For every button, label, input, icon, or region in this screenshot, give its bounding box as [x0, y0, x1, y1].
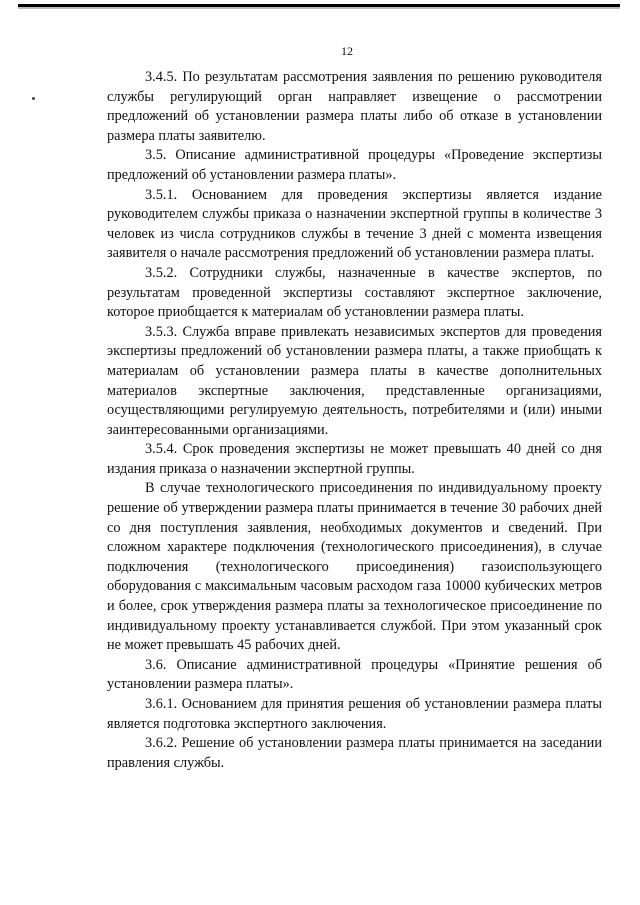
- paragraph-3-5-4: 3.5.4. Срок проведения экспертизы не может превышать 40 дней со дня издания приказа о назначении экспертной группы.: [107, 441, 602, 477]
- paragraph-individual-project: В случае технологического присоединения по индивидуальному проекту решение об утверждении размера платы принимается в течение 30 рабочих дней со дня поступления заявления, необходимых документов и сведений. При сложном характере подключения (технологического присоединения), в случае подключения (технологического присоединения) газоиспользующего оборудования с максимальным часовым расходом газа 10000 кубических метров и более, срок утверждения размера платы за технологическое присоединение по индивидуальному проекту устанавливается службой. При этом указанный срок не может превышать 45 рабочих дней.: [107, 480, 602, 654]
- paragraph-3-6-2: 3.6.2. Решение об установлении размера платы принимается на заседании правления службы.: [107, 735, 602, 771]
- paragraph-3-6-1: 3.6.1. Основанием для принятия решения об установлении размера платы является подготовка экспертного заключения.: [107, 696, 602, 732]
- page-number: 12: [341, 44, 353, 58]
- paragraph-3-5-1: 3.5.1. Основанием для проведения экспертизы является издание руководителем службы приказа о назначении экспертной группы в количестве 3 человек из числа сотрудников службы в течение 3 дней с момента извещения заявителя о начале рассмотрения предложений об установлении размера платы.: [107, 186, 602, 262]
- paragraph-3-6: 3.6. Описание административной процедуры «Принятие решения об установлении размера платы».: [107, 656, 602, 693]
- paragraph-3-5-3: 3.5.3. Служба вправе привлекать независимых экспертов для проведения экспертизы предложений об установлении размера платы, а также приобщать к материалам об установлении размера платы в качестве дополнительных материалов экспертные заключения, представленные организациями, осуществляющими регулируемую деятельность, потребителями и (или) иными заинтересованными организациями.: [107, 323, 602, 438]
- top-border-shadow: [18, 7, 620, 9]
- paragraph-3-5-2: 3.5.2. Сотрудники службы, назначенные в качестве экспертов, по результатам проведенной экспертизы составляют экспертное заключение, которое приобщается к материалам об установлении размера платы.: [107, 264, 602, 321]
- paragraph-3-5: 3.5. Описание административной процедуры «Проведение экспертизы предложений об установлении размера платы».: [107, 147, 602, 183]
- paragraph-3-4-5: 3.4.5. По результатам рассмотрения заявления по решению руководителя службы регулирующий орган направляет извещение о рассмотрении предложений об установлении размера платы либо об отказе в установлении размера платы заявителю.: [107, 69, 602, 144]
- scan-speck: [32, 97, 35, 100]
- document-body: [107, 68, 602, 773]
